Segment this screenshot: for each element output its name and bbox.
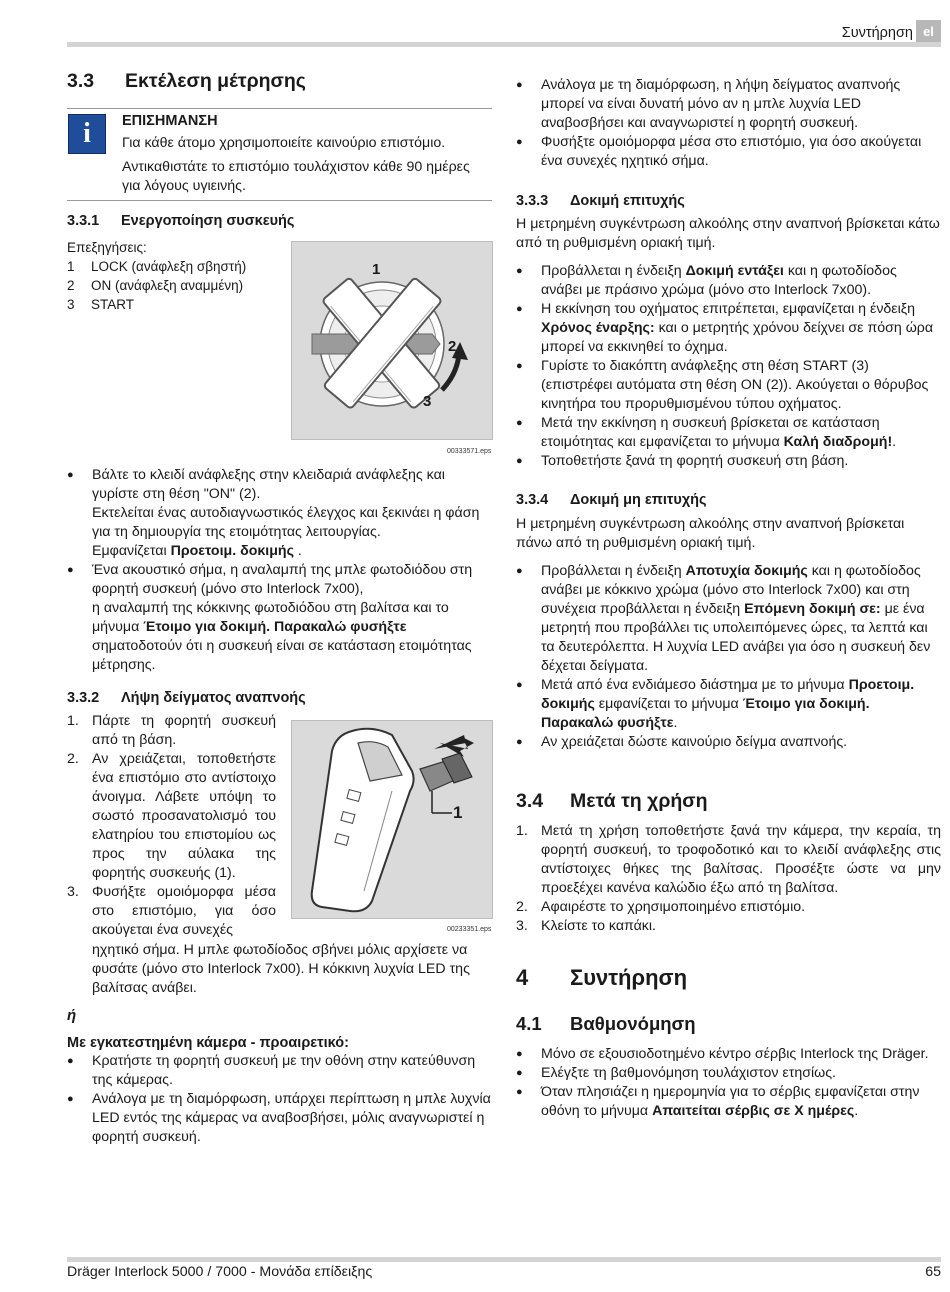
section-3-3-4-intro: Η μετρημένη συγκέντρωση αλκοόλης στην αναπνοή βρίσκεται πάνω από τη ρυθμισμένη οριακή τιμή. xyxy=(516,516,905,551)
legend-item xyxy=(67,276,282,295)
section-number: 4 xyxy=(516,965,529,990)
bullet-text: Μετά από ένα ενδιάμεσο διάστημα με το μήνυμα xyxy=(541,677,849,693)
ui-message: Καλή διαδρομή! xyxy=(783,434,893,450)
list-item xyxy=(516,898,941,917)
legend-text: ON (ανάφλεξη αναμμένη) xyxy=(91,278,244,293)
list-item xyxy=(516,562,941,676)
bullet-text: Ένα ακουστικό σήμα, η αναλαμπή της μπλε φωτοδιόδου στη φορητή συσκευή (μόνο στο Interlock 7x00), xyxy=(92,562,473,597)
ignition-key-illustration xyxy=(292,242,492,439)
legend-item xyxy=(67,295,282,314)
list-item xyxy=(516,917,941,936)
bullet-text: Εμφανίζεται xyxy=(92,543,171,559)
figure-code: 00233351.eps xyxy=(447,926,492,933)
bullet-text: . xyxy=(673,715,678,731)
notice-heading: ΕΠΙΣΗΜΑΝΣΗ xyxy=(122,113,218,129)
legend-number: 2 xyxy=(67,278,75,293)
section-title: Συντήρηση xyxy=(570,965,688,990)
callout-1: 1 xyxy=(453,803,463,822)
running-header-title: Συντήρηση xyxy=(841,25,913,41)
bullet-text: με ένα μετρητή που προβάλλει τις υπολειπόμενες ώρες, τα λεπτά και τα δευτερόλεπτα. Η λυχνία LED ανάβει για όσο η συσκευή δεν δέχεται δείγματα. xyxy=(541,601,931,674)
list-item xyxy=(516,414,941,452)
handheld-mouthpiece-figure xyxy=(291,720,493,919)
ui-message: Προετοιμ. δοκιμής xyxy=(170,543,294,559)
notice-box xyxy=(122,112,492,196)
footer-rule xyxy=(67,1257,941,1262)
step-text: Μετά τη χρήση τοποθετήστε ξανά την κάμερα, την κεραία, τη φορητή συσκευή, το τροφοδοτικό και το κλειδί ανάφλεξης στις αντίστοιχες θήκες της βαλίτσας. Προσέξτε ώστε να μην προεξέχει κανένα καλώδιο έξω από τη βαλίτσα. xyxy=(541,823,941,896)
success-bullets xyxy=(516,262,941,471)
legend-text: START xyxy=(91,297,135,312)
section-number: 3.3.1 xyxy=(67,213,100,229)
step-text: Πάρτε τη φορητή συσκευή από τη βάση. xyxy=(92,713,276,748)
bullet-text: Όταν πλησιάζει η ημερομηνία για το σέρβις εμφανίζεται στην οθόνη το μήνυμα xyxy=(541,1084,920,1119)
legend-text: LOCK (ανάφλεξη σβηστή) xyxy=(91,259,247,274)
section-3-3-heading xyxy=(67,72,492,91)
section-3-3-4-heading xyxy=(516,491,707,510)
legend-item xyxy=(67,257,282,276)
bullet-text: . xyxy=(293,543,302,559)
ignition-lock-figure xyxy=(291,241,493,440)
list-item: ● Φυσήξτε ομοιόμορφα μέσα στο επιστόμιο, για όσο ακούγεται ένα συνεχές ηχητικό σήμα. xyxy=(516,133,941,171)
list-item xyxy=(516,1083,941,1121)
legend-number: 3 xyxy=(67,297,75,312)
info-icon: i xyxy=(68,114,106,154)
ui-message: Έτοιμο για δοκιμή. Παρακαλώ φυσήξτε xyxy=(143,619,407,635)
notice-top-rule xyxy=(67,108,492,109)
section-3-3-2-heading xyxy=(67,689,306,708)
ui-message: Προετοιμ. δοκιμής xyxy=(541,677,915,712)
bullet-text: και η φωτοδίοδος ανάβει με κόκκινο χρώμα (μόνο στο Interlock 7x00) και στη συνέχεια προβάλλεται η ένδειξη xyxy=(541,563,921,617)
bullet-text: . xyxy=(892,434,897,450)
section-title: Βαθμονόμηση xyxy=(570,1013,696,1034)
bullet-text: Προβάλλεται η ένδειξη xyxy=(541,563,686,579)
failure-bullets xyxy=(516,562,941,752)
step-text: Αφαιρέστε το χρησιμοποιημένο επιστόμιο. xyxy=(541,899,806,915)
legend-title: Επεξηγήσεις: xyxy=(67,240,147,255)
bullet-text: η αναλαμπή της κόκκινης φωτοδιόδου στη βαλίτσα και το μήνυμα xyxy=(92,600,449,635)
bullet-text: και η φωτοδίοδος ανάβει με πράσινο χρώμα (μόνο στο Interlock 7x00). xyxy=(541,263,897,298)
step-number: 3. xyxy=(67,884,79,900)
list-item xyxy=(67,712,276,750)
step-text: Φυσήξτε ομοιόμορφα μέσα στο επιστόμιο, για όσο ακούγεται ένα συνεχές xyxy=(92,884,276,938)
list-item: ● Κρατήστε τη φορητή συσκευή με την οθόνη στην κατεύθυνση της κάμερας. xyxy=(67,1052,492,1090)
callout-1: 1 xyxy=(372,261,381,278)
figure-code: 00333571.eps xyxy=(447,448,492,455)
legend xyxy=(67,238,282,314)
list-item: ● Γυρίστε το διακόπτη ανάφλεξης στη θέση START (3) (επιστρέφει αυτόματα στη θέση ON (2)). Ακούγεται ο θόρυβος κινητήρα του προρυθμισμένου τύπου οχήματος. xyxy=(516,357,941,414)
list-item: ● Ανάλογα με τη διαμόρφωση, η λήψη δείγματος αναπνοής μπορεί να είναι δυνατή μόνο αν η μπλε λυχνία LED αναβοσβήσει και αναγνωριστεί η φορητή συσκευή. xyxy=(516,76,941,133)
step-number: 2. xyxy=(516,899,528,915)
ui-message: Επόμενη δοκιμή σε: xyxy=(744,601,881,617)
calibration-bullets xyxy=(516,1045,941,1121)
ui-message: Έτοιμο για δοκιμή. Παρακαλώ φυσήξτε xyxy=(541,696,870,731)
section-3-3-3-intro: Η μετρημένη συγκέντρωση αλκοόλης στην αναπνοή βρίσκεται κάτω από τη ρυθμισμένη οριακή τιμή. xyxy=(516,216,940,251)
bullet-text: Εκτελείται ένας αυτοδιαγνωστικός έλεγχος και ξεκινάει η φάση για τη δημιουργία της ετοιμότητας λειτουργίας. xyxy=(92,505,480,540)
notice-line-2: Αντικαθιστάτε το επιστόμιο τουλάχιστον κάθε 90 ημέρες για λόγους υγιεινής. xyxy=(122,159,470,194)
section-title: Ενεργοποίηση συσκευής xyxy=(121,213,295,229)
section-title: Δοκιμή επιτυχής xyxy=(570,193,685,209)
list-item xyxy=(67,466,492,561)
section-3-3-1-heading xyxy=(67,212,294,231)
section-number: 4.1 xyxy=(516,1013,542,1034)
ui-message: Αποτυχία δοκιμής xyxy=(685,563,808,579)
step-3-continuation: ηχητικό σήμα. Η μπλε φωτοδίοδος σβήνει μόλις αρχίσετε να φυσάτε (μόνο στο Interlock 7x00). Η κόκκινη λυχνία LED της βαλίτσας ανάβει. xyxy=(92,942,470,996)
notice-bottom-rule xyxy=(67,200,492,201)
bullet-text: Μετά την εκκίνηση η συσκευή βρίσκεται σε κατάσταση ετοιμότητας και εμφανίζεται το μήνυμα xyxy=(541,415,880,450)
or-separator: ή xyxy=(67,1007,77,1024)
list-item xyxy=(67,883,276,940)
bullet-text: . xyxy=(854,1103,859,1119)
list-item: ● Ανάλογα με τη διαμόρφωση, υπάρχει περίπτωση η μπλε λυχνία LED εντός της κάμερας να αναβοσβήσει, μόλις αναγνωριστεί η φορητή συσκευή. xyxy=(67,1090,492,1147)
page-number: 65 xyxy=(925,1264,941,1280)
list-item xyxy=(516,300,941,357)
section-title: Εκτέλεση μέτρησης xyxy=(125,70,306,92)
section-number: 3.4 xyxy=(516,790,544,812)
footer-product: Dräger Interlock 5000 / 7000 - Μονάδα επίδειξης xyxy=(67,1264,373,1280)
step-number: 3. xyxy=(516,918,528,934)
list-item: ● Μόνο σε εξουσιοδοτημένο κέντρο σέρβις Interlock της Dräger. xyxy=(516,1045,941,1064)
bullet-text: σηματοδοτούν ότι η συσκευή είναι σε κατάσταση ετοιμότητας μέτρησης. xyxy=(92,638,472,673)
right-top-bullets xyxy=(516,76,941,171)
section-number: 3.3.3 xyxy=(516,193,549,209)
list-item: ● Ελέγξτε τη βαθμονόμηση τουλάχιστον ετησίως. xyxy=(516,1064,941,1083)
callout-2: 2 xyxy=(448,338,457,355)
step-number: 2. xyxy=(67,751,79,767)
breath-sample-steps xyxy=(67,712,276,940)
bullet-text: και ο μετρητής χρόνου δείχνει σε πόση ώρα μπορεί να εκκινηθεί το όχημα. xyxy=(541,320,934,355)
list-item xyxy=(67,750,276,883)
chapter-4-heading xyxy=(516,965,688,990)
section-title: Μετά τη χρήση xyxy=(570,790,708,812)
legend-number: 1 xyxy=(67,259,75,274)
left-column xyxy=(67,72,492,91)
list-item: ● Τοποθετήστε ξανά τη φορητή συσκευή στη βάση. xyxy=(516,452,941,471)
step-number: 1. xyxy=(67,713,79,729)
camera-bullets xyxy=(67,1052,492,1147)
list-item xyxy=(516,676,941,733)
section-number: 3.3.2 xyxy=(67,690,100,706)
bullet-text: Προβάλλεται η ένδειξη xyxy=(541,263,686,279)
section-4-1-heading xyxy=(516,1014,696,1033)
camera-heading: Με εγκατεστημένη κάμερα - προαιρετικό: xyxy=(67,1035,349,1051)
list-item xyxy=(516,262,941,300)
list-item: ● Αν χρειάζεται δώστε καινούριο δείγμα αναπνοής. xyxy=(516,733,941,752)
section-title: Λήψη δείγματος αναπνοής xyxy=(121,690,306,706)
step-text: Αν χρειάζεται, τοποθετήστε ένα επιστόμιο στο αντίστοιχο άνοιγμα. Λάβετε υπόψη το σωστό προσανατολισμό του ελατηρίου του επιστομίου ως προς την αύλακα της φορητής συσκευής (1). xyxy=(92,751,276,881)
ui-message: Χρόνος έναρξης: xyxy=(541,320,655,336)
ui-message: Δοκιμή εντάξει xyxy=(685,263,784,279)
section-3-4-heading xyxy=(516,792,708,811)
section-title: Δοκιμή μη επιτυχής xyxy=(570,492,707,508)
bullet-text: Βάλτε το κλειδί ανάφλεξης στην κλειδαριά ανάφλεξης και γυρίστε στη θέση "ON" (2). xyxy=(92,467,445,502)
bullet-text: Η εκκίνηση του οχήματος επιτρέπεται, εμφανίζεται η ένδειξη xyxy=(541,301,916,317)
section-3-3-3-heading xyxy=(516,192,685,211)
section-number: 3.3.4 xyxy=(516,492,549,508)
after-use-steps xyxy=(516,822,941,936)
list-item xyxy=(516,822,941,898)
section-number: 3.3 xyxy=(67,70,95,92)
header-rule xyxy=(67,42,941,47)
callout-3: 3 xyxy=(423,393,432,410)
language-badge: el xyxy=(916,20,941,44)
bullet-text: εμφανίζεται το μήνυμα xyxy=(594,696,743,712)
ui-message: Απαιτείται σέρβις σε X ημέρες xyxy=(652,1103,855,1119)
list-item xyxy=(67,561,492,675)
step-number: 1. xyxy=(516,823,528,839)
activation-bullets xyxy=(67,466,492,675)
step-text: Κλείστε το καπάκι. xyxy=(541,918,656,934)
notice-line-1: Για κάθε άτομο χρησιμοποιείτε καινούριο επιστόμιο. xyxy=(122,135,446,151)
